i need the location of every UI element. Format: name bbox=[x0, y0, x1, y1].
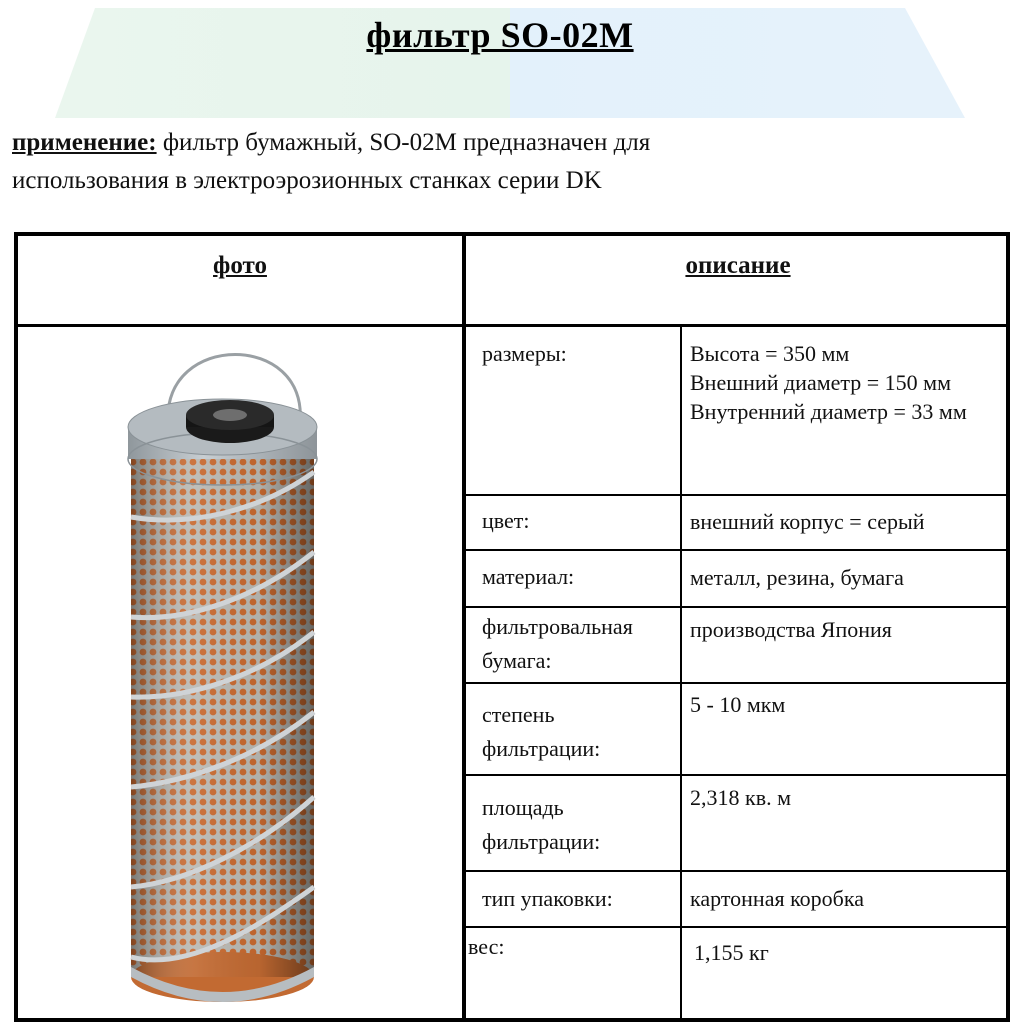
dimensions-values bbox=[690, 339, 967, 426]
application-line-2: использования в электроэрозионных станках серии DK bbox=[12, 167, 602, 194]
application-label: применение: bbox=[12, 129, 157, 156]
filter-photo bbox=[18, 327, 462, 1022]
dimensions-label: размеры: bbox=[482, 341, 567, 366]
filter-paper-label: фильтровальная бумага: bbox=[482, 614, 633, 673]
spec-table bbox=[14, 232, 1010, 1022]
color-label: цвет: bbox=[482, 508, 530, 533]
row-packaging bbox=[466, 870, 1010, 926]
row-filtration-area bbox=[466, 774, 1010, 870]
weight-value: 1,155 кг bbox=[694, 940, 769, 965]
application-text bbox=[12, 124, 1012, 200]
inner-diameter-value: Внутренний диаметр = 33 мм bbox=[690, 399, 967, 424]
weight-label: вес: bbox=[468, 934, 505, 959]
row-weight bbox=[466, 926, 1010, 1022]
row-filtration-grade bbox=[466, 682, 1010, 774]
outer-diameter-value: Внешний диаметр = 150 мм bbox=[690, 370, 952, 395]
filtration-area-value: 2,318 кв. м bbox=[690, 785, 791, 810]
row-color bbox=[466, 494, 1010, 549]
application-line-1: фильтр бумажный, SO-02M предназначен для bbox=[156, 129, 651, 156]
filter-paper-value: производства Япония bbox=[690, 617, 892, 642]
row-dimensions bbox=[466, 327, 1010, 494]
color-value: внешний корпус = серый bbox=[690, 509, 925, 534]
material-value: металл, резина, бумага bbox=[690, 565, 904, 590]
page-title: фильтр SO-02M bbox=[366, 15, 634, 55]
filtration-grade-value: 5 - 10 мкм bbox=[690, 692, 786, 717]
photo-header: фото bbox=[213, 252, 267, 279]
filtration-area-label: площадь фильтрации: bbox=[482, 795, 601, 854]
paper-filter-cartridge-photo bbox=[18, 327, 462, 1022]
filtration-grade-label: степень фильтрации: bbox=[482, 702, 601, 761]
row-material bbox=[466, 549, 1010, 606]
packaging-label: тип упаковки: bbox=[482, 886, 613, 911]
description-header: описание bbox=[685, 252, 791, 279]
material-label: материал: bbox=[482, 564, 575, 589]
height-value: Высота = 350 мм bbox=[690, 341, 850, 366]
packaging-value: картонная коробка bbox=[690, 886, 864, 911]
row-filter-paper bbox=[466, 606, 1010, 682]
